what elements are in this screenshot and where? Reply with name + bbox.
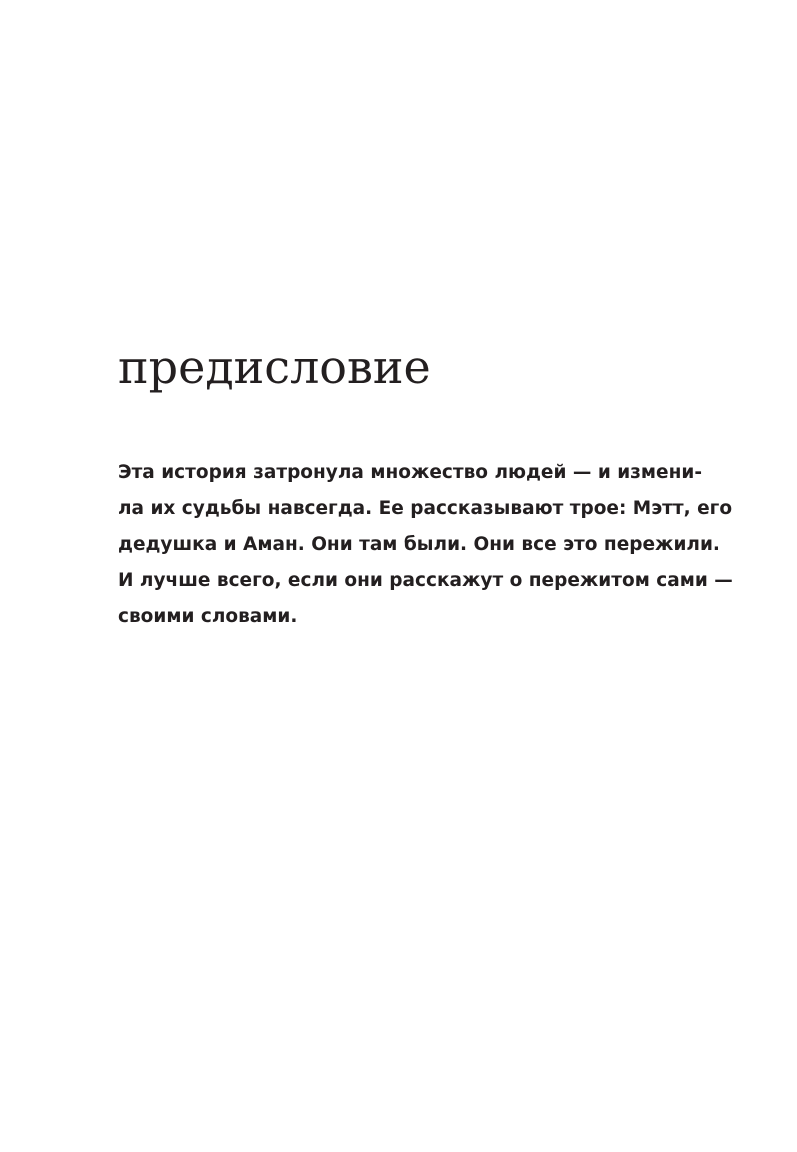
paragraph-line: И лучше всего, если они расскажут о пережитом сами — <box>118 570 733 591</box>
foreword-paragraph <box>118 455 733 635</box>
paragraph-line: ла их судьбы навсегда. Ее рассказывают трое: Мэтт, его <box>118 498 733 519</box>
paragraph-line: дедушка и Аман. Они там были. Они все это пережили. <box>118 534 720 555</box>
paragraph-line: своими словами. <box>118 606 298 627</box>
paragraph-line: Эта история затронула множество людей — и измени- <box>118 462 703 483</box>
page-title: предисловие <box>118 340 431 394</box>
